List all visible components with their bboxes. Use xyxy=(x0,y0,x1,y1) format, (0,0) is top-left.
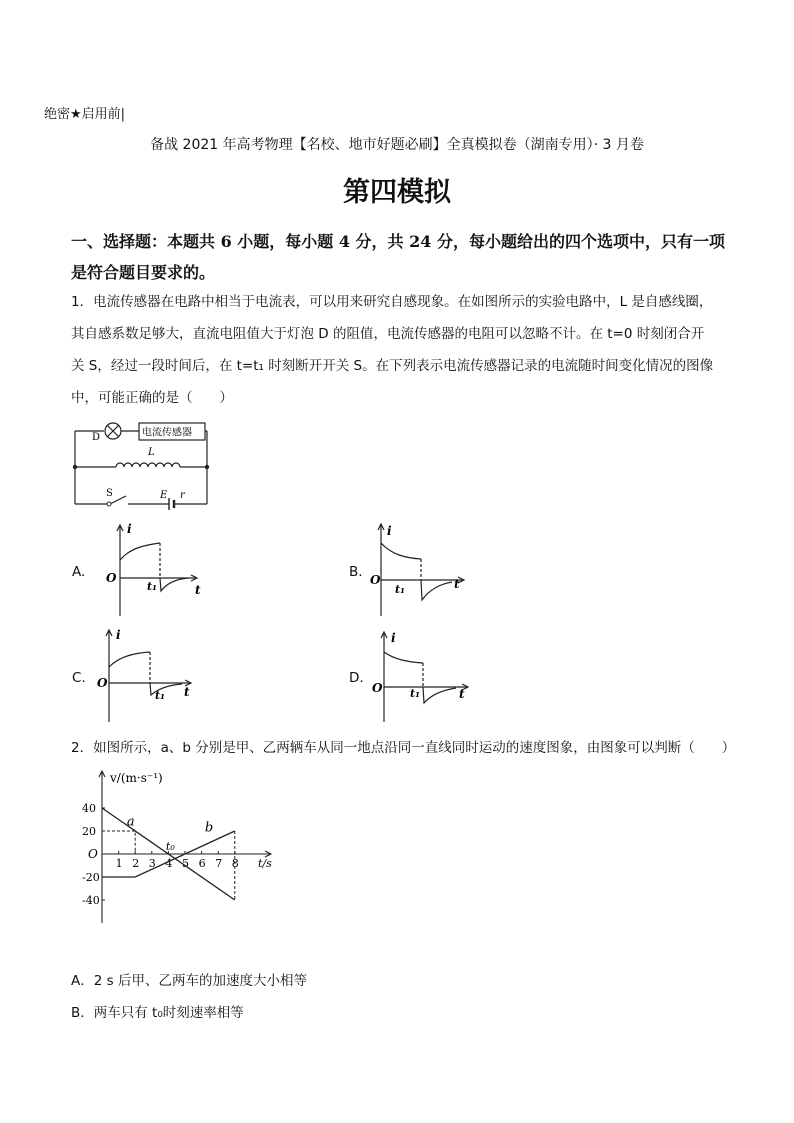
section-heading-line-2: 是符合题目要求的。 xyxy=(71,263,216,282)
y-tick-label: 40 xyxy=(82,802,96,815)
t1-label: t₁ xyxy=(147,580,157,593)
question-1-stem xyxy=(71,286,741,414)
t0-label: t₀ xyxy=(165,840,175,853)
y-tick-label: 20 xyxy=(82,825,96,838)
origin-label: O xyxy=(97,676,108,690)
q1-option-letter: D. xyxy=(349,670,364,686)
x-tick-label: 4 xyxy=(165,857,173,870)
y-axis-label: v/(m·s⁻¹) xyxy=(110,771,163,785)
confidential-label: 绝密★启用前| xyxy=(44,107,126,122)
sensor-label: 电流传感器 xyxy=(142,427,192,439)
y-axis-label: i xyxy=(391,631,396,645)
x-axis-label: t xyxy=(459,687,465,701)
q1-option-a-graph xyxy=(100,520,210,618)
section-heading xyxy=(71,226,731,288)
x-tick-label: 8 xyxy=(231,857,239,870)
q2-option-a: A．2 s 后甲、乙两车的加速度大小相等 xyxy=(71,973,307,989)
q1-option-d-graph xyxy=(364,628,476,724)
series-b-label: b xyxy=(204,820,214,836)
q1-line-3: 关 S，经过一段时间后，在 t=t₁ 时刻断开开关 S。在下列表示电流传感器记录的电流随时间变化情况的图像 xyxy=(71,358,714,374)
t1-label: t₁ xyxy=(410,687,420,700)
q1-option-letter: B. xyxy=(349,564,363,580)
q1-line-4: 中，可能正确的是（ ） xyxy=(71,390,233,406)
emf-label: E xyxy=(160,490,168,501)
x-axis-label: t xyxy=(454,577,460,591)
y-axis-label: i xyxy=(116,628,121,642)
section-heading-line-1: 一、选择题：本题共 6 小题，每小题 4 分，共 24 分，每小题给出的四个选项中，只有一项 xyxy=(71,232,725,251)
guide-line xyxy=(102,831,135,854)
page-title: 第四模拟 xyxy=(343,177,451,208)
x-axis-label: t/s xyxy=(258,857,272,870)
x-tick-label: 1 xyxy=(115,857,123,870)
q2-option-b: B．两车只有 t₀时刻速率相等 xyxy=(71,1005,244,1021)
coil-label: L xyxy=(148,447,155,458)
y-axis-label: i xyxy=(127,522,132,536)
origin-label: O xyxy=(370,573,381,587)
q1-line-2: 其自感系数足够大，直流电阻值大于灯泡 D 的阻值，电流传感器的电阻可以忽略不计。在 t=0 时刻闭合开 xyxy=(71,326,705,342)
q1-option-letter: C. xyxy=(72,670,86,686)
t1-label: t₁ xyxy=(395,583,405,596)
exam-subtitle: 备战 2021 年高考物理【名校、地市好题必刷】全真模拟卷（湖南专用）· 3 月卷 xyxy=(150,137,644,153)
origin-label: O xyxy=(88,847,98,861)
x-tick-label: 6 xyxy=(198,857,206,870)
origin-label: O xyxy=(106,571,117,585)
x-axis-label: t xyxy=(195,583,201,597)
x-tick-label: 7 xyxy=(215,857,223,870)
circuit-diagram xyxy=(66,418,216,513)
x-tick-label: 3 xyxy=(148,857,156,870)
x-axis-label: t xyxy=(184,685,190,699)
y-tick-label: -40 xyxy=(82,894,100,907)
series-a-label: a xyxy=(126,814,135,830)
velocity-time-chart xyxy=(80,768,290,928)
lamp-label: D xyxy=(92,432,101,443)
switch-label: S xyxy=(106,488,113,499)
q1-option-letter: A. xyxy=(72,564,86,580)
q1-line-1: 1．电流传感器在电路中相当于电流表，可以用来研究自感现象。在如图所示的实验电路中，L 是自感线圈， xyxy=(71,294,713,310)
x-tick-label: 5 xyxy=(182,857,189,870)
question-2-stem: 2．如图所示，a、b 分别是甲、乙两辆车从同一地点沿同一直线同时运动的速度图象，由图象可以判断（ ） xyxy=(71,740,736,756)
x-tick-label: 2 xyxy=(132,857,140,870)
q1-option-c-graph xyxy=(92,626,202,724)
resistance-label: r xyxy=(180,490,185,501)
q1-option-b-graph xyxy=(362,518,477,618)
y-tick-label: -20 xyxy=(82,871,100,884)
origin-label: O xyxy=(372,681,383,695)
t1-label: t₁ xyxy=(155,689,165,702)
y-axis-label: i xyxy=(387,524,392,538)
